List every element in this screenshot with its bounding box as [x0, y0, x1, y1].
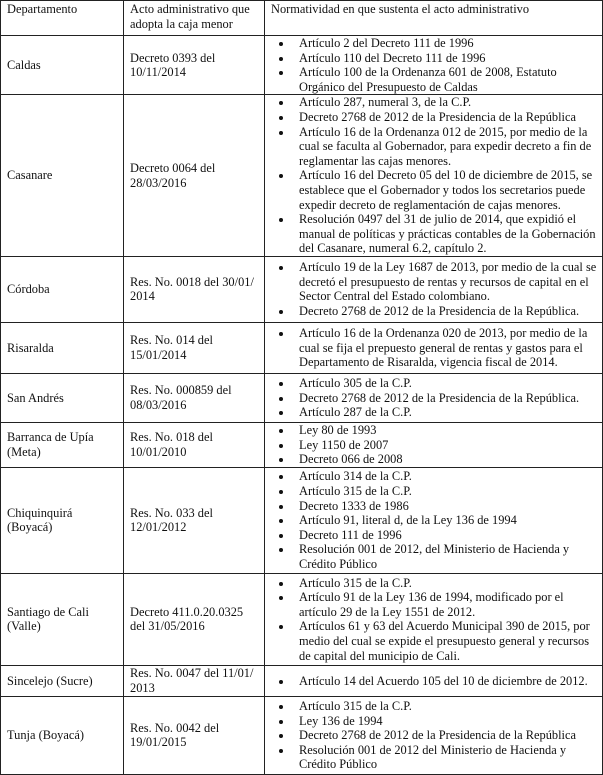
norm-list	[271, 699, 598, 772]
norm-item: Decreto 2768 de 2012 de la Presidencia de la República	[299, 110, 598, 125]
acto-cell: Res. No. 0018 del 30/01/ 2014	[124, 256, 265, 322]
norm-item: Decreto 2768 de 2012 de la Presidencia de la República	[299, 728, 598, 743]
norm-item: Artículo 305 de la C.P.	[299, 376, 598, 391]
normatividad-cell	[265, 373, 603, 422]
norm-item: Artículo 16 del Decreto 05 del 10 de diciembre de 2015, se establece que el Gobernador y todos los secretarios puede expedir decreto de reglamentación de cajas menores.	[299, 168, 598, 212]
acto-cell: Decreto 0393 del 10/11/2014	[124, 36, 265, 95]
departamento-cell: Casanare	[1, 95, 124, 257]
norm-item: Decreto 2768 de 2012 de la Presidencia de la República.	[299, 391, 598, 406]
norm-list	[271, 95, 598, 256]
departamento-cell: Santiago de Cali (Valle)	[1, 573, 124, 665]
normatividad-cell	[265, 665, 603, 696]
table-row	[1, 422, 603, 467]
normatividad-cell	[265, 422, 603, 467]
norm-item: Artículo 91, literal d, de la Ley 136 de 1994	[299, 513, 598, 528]
norm-item: Artículo 110 del Decreto 111 de 1996	[299, 51, 598, 66]
departamento-cell: Córdoba	[1, 256, 124, 322]
acto-cell: Decreto 411.0.20.0325 del 31/05/2016	[124, 573, 265, 665]
norm-list	[271, 469, 598, 571]
table-row	[1, 467, 603, 573]
norm-item: Decreto 066 de 2008	[299, 452, 598, 467]
normatividad-cell	[265, 256, 603, 322]
norm-item: Artículo 287, numeral 3, de la C.P.	[299, 95, 598, 110]
norm-item: Resolución 0497 del 31 de julio de 2014, que expidió el manual de políticas y prácticas contables de la Gobernación del Casanare, numeral 6.2, capítulo 2.	[299, 212, 598, 256]
norm-item: Artículo 91 de la Ley 136 de 1994, modificado por el artículo 29 de la Ley 1551 de 2012.	[299, 590, 598, 619]
departamento-cell: Sincelejo (Sucre)	[1, 665, 124, 696]
acto-cell: Res. No. 0047 del 11/01/ 2013	[124, 665, 265, 696]
norm-item: Artículo 315 de la C.P.	[299, 576, 598, 591]
departamento-cell: Caldas	[1, 36, 124, 95]
normatividad-cell	[265, 95, 603, 257]
acto-cell: Res. No. 033 del 12/01/2012	[124, 467, 265, 573]
norm-list	[271, 576, 598, 664]
norm-item: Artículo 14 del Acuerdo 105 del 10 de diciembre de 2012.	[299, 674, 598, 689]
table-row	[1, 36, 603, 95]
table-row	[1, 256, 603, 322]
norm-item: Resolución 001 de 2012, del Ministerio de Hacienda y Crédito Público	[299, 542, 598, 571]
table-row	[1, 696, 603, 774]
acto-cell: Res. No. 000859 del 08/03/2016	[124, 373, 265, 422]
norm-item: Artículo 16 de la Ordenanza 020 de 2013, por medio de la cual se fija el prepuesto general de rentas y gastos para el Departamento de Risaralda, vigencia fiscal de 2014.	[299, 326, 598, 370]
table-row	[1, 322, 603, 373]
norm-list	[271, 423, 598, 467]
norm-item: Decreto 111 de 1996	[299, 528, 598, 543]
header-acto: Acto administrativo que adopta la caja menor	[124, 1, 265, 36]
acto-cell: Res. No. 018 del 10/01/2010	[124, 422, 265, 467]
norm-item: Artículo 287 de la C.P.	[299, 405, 598, 420]
norm-item: Artículo 2 del Decreto 111 de 1996	[299, 36, 598, 51]
departamento-cell: Chiquinquirá (Boyacá)	[1, 467, 124, 573]
norm-item: Artículos 61 y 63 del Acuerdo Municipal 390 de 2015, por medio del cual se expide el presupuesto general y recursos de capital del municipio de Cali.	[299, 619, 598, 663]
departamento-cell: Tunja (Boyacá)	[1, 696, 124, 774]
norm-list	[271, 376, 598, 420]
acto-cell: Res. No. 014 del 15/01/2014	[124, 322, 265, 373]
departamento-cell: Barranca de Upía (Meta)	[1, 422, 124, 467]
normatividad-cell	[265, 322, 603, 373]
norm-item: Decreto 1333 de 1986	[299, 499, 598, 514]
table-row	[1, 373, 603, 422]
norm-item: Artículo 315 de la C.P.	[299, 484, 598, 499]
norm-item: Ley 1150 de 2007	[299, 438, 598, 453]
norm-list	[271, 260, 598, 318]
acto-cell: Res. No. 0042 del 19/01/2015	[124, 696, 265, 774]
norm-item: Artículo 100 de la Ordenanza 601 de 2008, Estatuto Orgánico del Presupuesto de Caldas	[299, 65, 598, 94]
acto-cell: Decreto 0064 del 28/03/2016	[124, 95, 265, 257]
normatividad-cell	[265, 696, 603, 774]
table-row	[1, 573, 603, 665]
norm-list	[271, 36, 598, 94]
norm-item: Ley 136 de 1994	[299, 714, 598, 729]
norm-item: Ley 80 de 1993	[299, 423, 598, 438]
norm-item: Artículo 19 de la Ley 1687 de 2013, por medio de la cual se decretó el presupuesto de rentas y recursos de capital en el Sector Central del Estado colombiano.	[299, 260, 597, 304]
header-normatividad: Normatividad en que sustenta el acto administrativo	[265, 1, 603, 36]
header-departamento: Departamento	[1, 1, 124, 36]
norm-item: Artículo 314 de la C.P.	[299, 469, 598, 484]
normatividad-cell	[265, 467, 603, 573]
departamento-cell: Risaralda	[1, 322, 124, 373]
norm-item: Decreto 2768 de 2012 de la Presidencia de la República.	[299, 304, 598, 319]
table-row	[1, 665, 603, 696]
normatividad-cell	[265, 573, 603, 665]
norm-item: Artículo 16 de la Ordenanza 012 de 2015, por medio de la cual se faculta al Gobernador, para expedir decreto a fin de reglamentar las cajas menores.	[299, 125, 598, 169]
table-row	[1, 95, 603, 257]
norm-list	[271, 326, 598, 370]
norm-item: Artículo 315 de la C.P.	[299, 699, 598, 714]
norm-item: Resolución 001 de 2012 del Ministerio de Hacienda y Crédito Público	[299, 743, 598, 772]
header-row	[1, 1, 603, 36]
normatividad-cell	[265, 36, 603, 95]
departamento-cell: San Andrés	[1, 373, 124, 422]
norm-list	[271, 674, 598, 689]
